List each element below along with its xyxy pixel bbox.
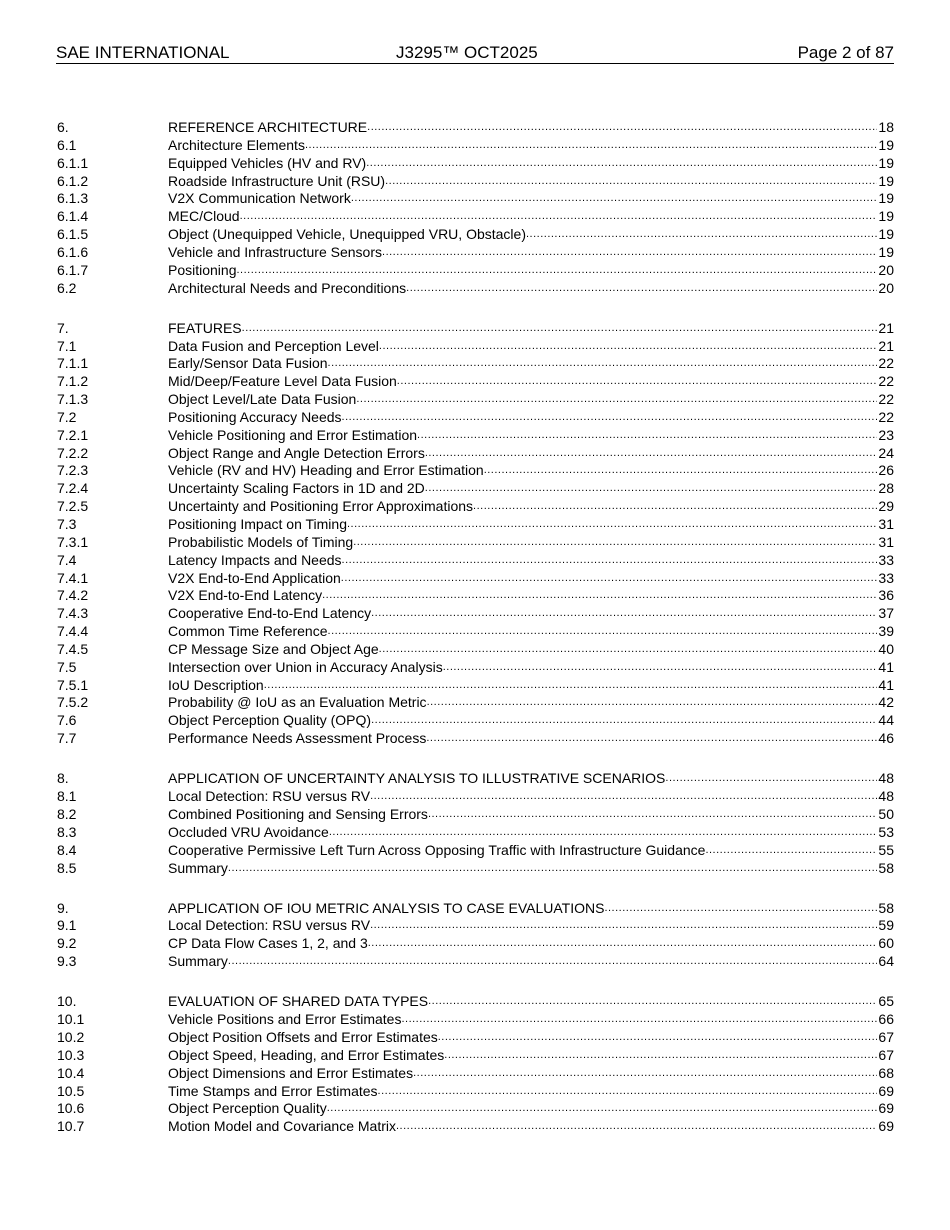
toc-entry[interactable] <box>57 173 894 191</box>
toc-entry-number: 7.2.1 <box>57 426 89 443</box>
toc-dot-leader <box>417 427 877 445</box>
toc-entry-page: 29 <box>878 498 894 515</box>
toc-entry-title: REFERENCE ARCHITECTURE <box>168 119 368 135</box>
toc-entry-title: CP Message Size and Object Age <box>168 640 379 657</box>
toc-entry-number: 7.3.1 <box>57 533 89 550</box>
toc-entry-title: Uncertainty and Positioning Error Approximations <box>168 498 474 515</box>
toc-dot-leader <box>604 900 877 918</box>
toc-entry[interactable] <box>57 587 894 605</box>
toc-entry-title: MEC/Cloud <box>168 208 240 225</box>
toc-entry-title: Data Fusion and Perception Level <box>168 337 379 354</box>
toc-dot-leader <box>328 355 878 373</box>
toc-entry-title: V2X End-to-End Latency <box>168 587 323 604</box>
toc-entry[interactable] <box>57 1065 894 1083</box>
toc-entry[interactable] <box>57 1047 894 1065</box>
toc-entry-page: 42 <box>878 694 894 711</box>
toc-entry-number: 9.3 <box>57 953 77 970</box>
toc-entry-title: Vehicle (RV and HV) Heading and Error Estimation <box>168 462 484 479</box>
toc-entry-title: Latency Impacts and Needs <box>168 551 342 568</box>
toc-entry-number: 7.6 <box>57 712 77 729</box>
toc-entry-page: 67 <box>878 1029 894 1045</box>
toc-section-group <box>57 993 894 1136</box>
toc-dot-leader <box>438 1029 878 1047</box>
toc-entry-page: 19 <box>878 154 894 171</box>
toc-entry-page: 41 <box>878 676 894 693</box>
toc-entry-page: 36 <box>878 587 894 604</box>
toc-entry-number: 7.2.3 <box>57 462 89 479</box>
toc-entry[interactable] <box>57 355 894 373</box>
toc-entry[interactable] <box>57 427 894 445</box>
toc-entry-page: 65 <box>878 993 894 1010</box>
toc-dot-leader <box>228 953 878 971</box>
toc-entry-title: Object Dimensions and Error Estimates <box>168 1064 414 1081</box>
toc-entry-title: Cooperative End-to-End Latency <box>168 605 372 622</box>
toc-entry-page: 21 <box>878 337 894 354</box>
toc-entry-number: 7.1.2 <box>57 373 89 390</box>
toc-entry[interactable] <box>57 788 894 806</box>
toc-entry-page: 19 <box>878 226 894 243</box>
toc-entry[interactable] <box>57 1100 894 1118</box>
toc-entry[interactable] <box>57 480 894 498</box>
toc-entry-title: Local Detection: RSU versus RV <box>168 917 371 934</box>
toc-entry-number: 8.4 <box>57 841 77 858</box>
toc-dot-leader <box>385 173 877 191</box>
toc-dot-leader <box>228 860 878 878</box>
toc-dot-leader <box>341 570 878 588</box>
toc-entry-title: Mid/Deep/Feature Level Data Fusion <box>168 373 397 390</box>
toc-entry-page: 22 <box>878 355 894 372</box>
toc-entry-page: 37 <box>878 605 894 622</box>
toc-dot-leader <box>379 338 878 356</box>
toc-entry[interactable] <box>57 730 894 748</box>
toc-entry-number: 6.1.3 <box>57 190 89 207</box>
toc-dot-leader <box>368 935 878 953</box>
toc-dot-leader <box>242 320 878 338</box>
toc-entry-number: 6.1.6 <box>57 243 89 260</box>
toc-entry-title: V2X End-to-End Application <box>168 569 341 586</box>
toc-entry-title: Performance Needs Assessment Process <box>168 730 427 747</box>
toc-entry-title: Object Range and Angle Detection Errors <box>168 444 425 461</box>
toc-entry-title: Vehicle Positioning and Error Estimation <box>168 426 418 443</box>
toc-entry[interactable] <box>57 462 894 480</box>
toc-entry[interactable] <box>57 1011 894 1029</box>
toc-entry-title: Probabilistic Models of Timing <box>168 533 354 550</box>
toc-entry[interactable] <box>57 694 894 712</box>
toc-entry[interactable] <box>57 1118 894 1136</box>
toc-entry[interactable] <box>57 677 894 695</box>
toc-entry-page: 20 <box>878 279 894 296</box>
toc-entry-title: Positioning Accuracy Needs <box>168 408 342 425</box>
toc-entry-title: APPLICATION OF IOU METRIC ANALYSIS TO CASE EVALUATIONS <box>168 899 605 916</box>
toc-entry[interactable] <box>57 860 894 878</box>
toc-entry[interactable] <box>57 917 894 935</box>
toc-entry-title: Object Level/Late Data Fusion <box>168 391 357 408</box>
toc-entry-page: 28 <box>878 480 894 497</box>
toc-entry-number: 7.7 <box>57 730 77 747</box>
toc-entry-title: Vehicle Positions and Error Estimates <box>168 1011 402 1028</box>
toc-entry[interactable] <box>57 605 894 623</box>
toc-entry-title: APPLICATION OF UNCERTAINTY ANALYSIS TO ILLUSTRATIVE SCENARIOS <box>168 770 666 787</box>
toc-entry-number: 10. <box>57 993 77 1010</box>
toc-entry[interactable] <box>57 516 894 534</box>
toc-dot-leader <box>427 694 878 712</box>
toc-entry-page: 22 <box>878 391 894 408</box>
toc-entry[interactable] <box>57 900 894 918</box>
toc-entry-page: 19 <box>878 136 894 153</box>
toc-entry-page: 40 <box>878 640 894 657</box>
toc-entry-page: 33 <box>878 569 894 586</box>
toc-entry-page: 33 <box>878 551 894 568</box>
toc-dot-leader <box>526 226 877 244</box>
toc-dot-leader <box>428 993 877 1011</box>
header-organization: SAE INTERNATIONAL <box>56 43 230 62</box>
toc-entry-page: 55 <box>878 841 894 858</box>
toc-dot-leader <box>329 824 878 842</box>
toc-entry-number: 8.5 <box>57 859 77 876</box>
toc-entry[interactable] <box>57 641 894 659</box>
toc-entry-title: V2X Communication Network <box>168 190 351 207</box>
toc-entry-number: 9.2 <box>57 935 77 952</box>
toc-entry-number: 10.6 <box>57 1100 85 1117</box>
toc-entry-title: Local Detection: RSU versus RV <box>168 788 371 805</box>
toc-entry-page: 69 <box>878 1082 894 1099</box>
toc-entry[interactable] <box>57 244 894 262</box>
toc-entry-page: 58 <box>878 899 894 916</box>
toc-entry[interactable] <box>57 280 894 298</box>
toc-entry-number: 7.1.3 <box>57 391 89 408</box>
toc-entry-number: 7.4.1 <box>57 569 89 586</box>
toc-entry[interactable] <box>57 445 894 463</box>
toc-entry[interactable] <box>57 190 894 208</box>
toc-entry-number: 6.1 <box>57 136 77 153</box>
toc-entry-number: 7.2.5 <box>57 498 89 515</box>
toc-entry-page: 46 <box>878 730 894 747</box>
toc-dot-leader <box>353 534 877 552</box>
toc-dot-leader <box>240 208 878 226</box>
toc-entry-number: 7.4.4 <box>57 623 89 640</box>
toc-entry-number: 6. <box>57 119 69 135</box>
toc-entry[interactable] <box>57 953 894 971</box>
toc-entry[interactable] <box>57 1029 894 1047</box>
toc-entry-number: 8.2 <box>57 805 77 822</box>
toc-dot-leader <box>305 137 877 155</box>
toc-entry-number: 6.1.7 <box>57 261 89 278</box>
toc-entry-number: 10.1 <box>57 1011 85 1028</box>
toc-entry-title: Object (Unequipped Vehicle, Unequipped VRU, Obstacle) <box>168 226 526 243</box>
toc-entry-page: 39 <box>878 623 894 640</box>
toc-entry-number: 7.4.5 <box>57 640 89 657</box>
toc-entry[interactable] <box>57 119 894 137</box>
toc-dot-leader <box>379 641 878 659</box>
toc-dot-leader <box>705 842 877 860</box>
toc-entry-number: 6.1.1 <box>57 154 89 171</box>
toc-entry-title: Uncertainty Scaling Factors in 1D and 2D <box>168 480 425 497</box>
toc-entry-number: 9. <box>57 899 69 916</box>
toc-entry-title: Early/Sensor Data Fusion <box>168 355 328 372</box>
toc-entry[interactable] <box>57 373 894 391</box>
toc-entry-number: 10.4 <box>57 1064 85 1081</box>
toc-entry-title: CP Data Flow Cases 1, 2, and 3 <box>168 935 368 952</box>
toc-entry[interactable] <box>57 391 894 409</box>
toc-entry-number: 7.5.2 <box>57 694 89 711</box>
toc-entry[interactable] <box>57 806 894 824</box>
toc-dot-leader <box>426 730 877 748</box>
toc-entry[interactable] <box>57 137 894 155</box>
toc-entry-title: Positioning Impact on Timing <box>168 516 347 533</box>
toc-dot-leader <box>328 623 878 641</box>
toc-entry-title: Architecture Elements <box>168 136 305 153</box>
toc-entry-page: 41 <box>878 658 894 675</box>
toc-entry[interactable] <box>57 552 894 570</box>
toc-entry[interactable] <box>57 824 894 842</box>
toc-entry-number: 8.3 <box>57 823 77 840</box>
toc-dot-leader <box>473 498 877 516</box>
toc-dot-leader <box>382 244 877 262</box>
toc-entry[interactable] <box>57 993 894 1011</box>
toc-entry-page: 23 <box>878 426 894 443</box>
toc-dot-leader <box>371 712 877 730</box>
toc-entry-number: 7.1 <box>57 337 77 354</box>
toc-entry-page: 60 <box>878 935 894 952</box>
toc-entry-page: 19 <box>878 243 894 260</box>
toc-entry-number: 6.2 <box>57 279 77 296</box>
toc-entry-number: 10.5 <box>57 1082 85 1099</box>
toc-entry-title: FEATURES <box>168 319 242 336</box>
toc-entry[interactable] <box>57 155 894 173</box>
toc-dot-leader <box>484 462 878 480</box>
toc-entry-title: Object Position Offsets and Error Estimates <box>168 1029 438 1045</box>
toc-entry-number: 6.1.2 <box>57 172 89 189</box>
toc-dot-leader <box>371 605 877 623</box>
toc-entry-page: 31 <box>878 516 894 533</box>
toc-entry-number: 7.2 <box>57 408 77 425</box>
toc-entry-title: Object Perception Quality (OPQ) <box>168 712 372 729</box>
toc-dot-leader <box>356 391 877 409</box>
toc-dot-leader <box>413 1065 877 1083</box>
toc-entry-page: 20 <box>878 261 894 278</box>
toc-dot-leader <box>444 1047 877 1065</box>
toc-dot-leader <box>665 770 877 788</box>
toc-entry-title: EVALUATION OF SHARED DATA TYPES <box>168 993 429 1010</box>
toc-entry-title: Common Time Reference <box>168 623 328 640</box>
toc-entry-number: 7.1.1 <box>57 355 89 372</box>
toc-section-group <box>57 119 894 297</box>
toc-dot-leader <box>428 806 877 824</box>
toc-entry-page: 67 <box>878 1046 894 1063</box>
toc-entry-number: 10.7 <box>57 1118 85 1135</box>
toc-entry-page: 58 <box>878 859 894 876</box>
toc-entry-number: 7.5 <box>57 658 77 675</box>
toc-entry-page: 48 <box>878 788 894 805</box>
toc-entry-title: Summary <box>168 859 228 876</box>
toc-entry[interactable] <box>57 712 894 730</box>
toc-dot-leader <box>397 373 878 391</box>
toc-entry-page: 59 <box>878 917 894 934</box>
toc-entry-page: 19 <box>878 190 894 207</box>
toc-entry[interactable] <box>57 770 894 788</box>
toc-entry[interactable] <box>57 226 894 244</box>
toc-entry-title: Combined Positioning and Sensing Errors <box>168 805 428 822</box>
header-document-id: J3295™ OCT2025 <box>396 43 538 62</box>
toc-dot-leader <box>401 1011 877 1029</box>
toc-dot-leader <box>347 516 877 534</box>
toc-entry-title: Intersection over Union in Accuracy Analysis <box>168 658 443 675</box>
toc-entry-title: Motion Model and Covariance Matrix <box>168 1118 396 1135</box>
toc-dot-leader <box>406 280 877 298</box>
toc-entry-page: 68 <box>878 1064 894 1081</box>
toc-entry[interactable] <box>57 534 894 552</box>
toc-dot-leader <box>370 917 877 935</box>
toc-entry[interactable] <box>57 320 894 338</box>
header-page-number: Page 2 of 87 <box>797 43 894 62</box>
toc-dot-leader <box>351 190 878 208</box>
toc-entry-page: 66 <box>878 1011 894 1028</box>
toc-entry-title: Roadside Infrastructure Unit (RSU) <box>168 172 386 189</box>
toc-entry-page: 69 <box>878 1118 894 1135</box>
toc-entry-page: 26 <box>878 462 894 479</box>
page-header <box>56 43 894 64</box>
toc-entry-page: 50 <box>878 805 894 822</box>
toc-dot-leader <box>237 262 878 280</box>
toc-entry-number: 7.2.2 <box>57 444 89 461</box>
toc-entry[interactable] <box>57 338 894 356</box>
toc-entry-page: 69 <box>878 1100 894 1117</box>
toc-entry-page: 24 <box>878 444 894 461</box>
toc-entry-number: 7.4.2 <box>57 587 89 604</box>
toc-entry-page: 48 <box>878 770 894 787</box>
toc-entry[interactable] <box>57 935 894 953</box>
toc-entry-title: Cooperative Permissive Left Turn Across Opposing Traffic with Infrastructure Guidance <box>168 841 706 858</box>
toc-entry[interactable] <box>57 208 894 226</box>
toc-entry[interactable] <box>57 262 894 280</box>
toc-section-group <box>57 770 894 877</box>
toc-entry-title: Time Stamps and Error Estimates <box>168 1082 378 1099</box>
toc-entry-title: Summary <box>168 953 228 970</box>
toc-dot-leader <box>370 788 877 806</box>
toc-entry[interactable] <box>57 570 894 588</box>
toc-dot-leader <box>425 480 878 498</box>
toc-entry-title: Vehicle and Infrastructure Sensors <box>168 243 383 260</box>
toc-entry-page: 22 <box>878 408 894 425</box>
toc-entry-page: 31 <box>878 533 894 550</box>
toc-entry-page: 21 <box>878 319 894 336</box>
toc-dot-leader <box>443 659 878 677</box>
toc-entry[interactable] <box>57 659 894 677</box>
toc-dot-leader <box>366 155 877 173</box>
toc-entry-title: Architectural Needs and Preconditions <box>168 279 407 296</box>
toc-dot-leader <box>342 552 878 570</box>
toc-entry-page: 22 <box>878 373 894 390</box>
toc-dot-leader <box>425 445 878 463</box>
toc-entry[interactable] <box>57 498 894 516</box>
toc-entry-page: 44 <box>878 712 894 729</box>
toc-entry[interactable] <box>57 623 894 641</box>
toc-dot-leader <box>264 677 878 695</box>
toc-section-group <box>57 900 894 971</box>
toc-entry-title: Object Perception Quality <box>168 1100 327 1117</box>
toc-entry-number: 9.1 <box>57 917 77 934</box>
toc-entry-number: 7.4.3 <box>57 605 89 622</box>
toc-entry-title: IoU Description <box>168 676 264 693</box>
toc-entry-number: 8.1 <box>57 788 77 805</box>
toc-entry-number: 10.3 <box>57 1046 85 1063</box>
toc-entry-number: 10.2 <box>57 1029 85 1045</box>
toc-entry-page: 19 <box>878 172 894 189</box>
toc-dot-leader <box>378 1083 878 1101</box>
toc-entry-number: 7.2.4 <box>57 480 89 497</box>
toc-section-group <box>57 320 894 748</box>
table-of-contents <box>57 119 894 1158</box>
toc-entry[interactable] <box>57 1083 894 1101</box>
toc-entry-title: Equipped Vehicles (HV and RV) <box>168 154 367 171</box>
toc-entry-number: 6.1.4 <box>57 208 89 225</box>
toc-dot-leader <box>367 119 877 137</box>
toc-entry-number: 7.4 <box>57 551 77 568</box>
toc-entry-number: 7.3 <box>57 516 77 533</box>
toc-entry-title: Occluded VRU Avoidance <box>168 823 329 840</box>
toc-dot-leader <box>342 409 878 427</box>
toc-entry-page: 53 <box>878 823 894 840</box>
toc-entry[interactable] <box>57 409 894 427</box>
toc-entry-number: 7. <box>57 319 69 336</box>
toc-entry-page: 19 <box>878 208 894 225</box>
toc-entry-number: 7.5.1 <box>57 676 89 693</box>
toc-entry-title: Probability @ IoU as an Evaluation Metric <box>168 694 427 711</box>
toc-entry-page: 18 <box>878 119 894 135</box>
toc-entry-title: Object Speed, Heading, and Error Estimates <box>168 1046 445 1063</box>
toc-entry-page: 64 <box>878 953 894 970</box>
toc-dot-leader <box>322 587 877 605</box>
toc-entry-number: 8. <box>57 770 69 787</box>
toc-entry-title: Positioning <box>168 261 237 278</box>
toc-dot-leader <box>396 1118 877 1136</box>
toc-entry[interactable] <box>57 842 894 860</box>
toc-entry-number: 6.1.5 <box>57 226 89 243</box>
toc-dot-leader <box>327 1100 878 1118</box>
